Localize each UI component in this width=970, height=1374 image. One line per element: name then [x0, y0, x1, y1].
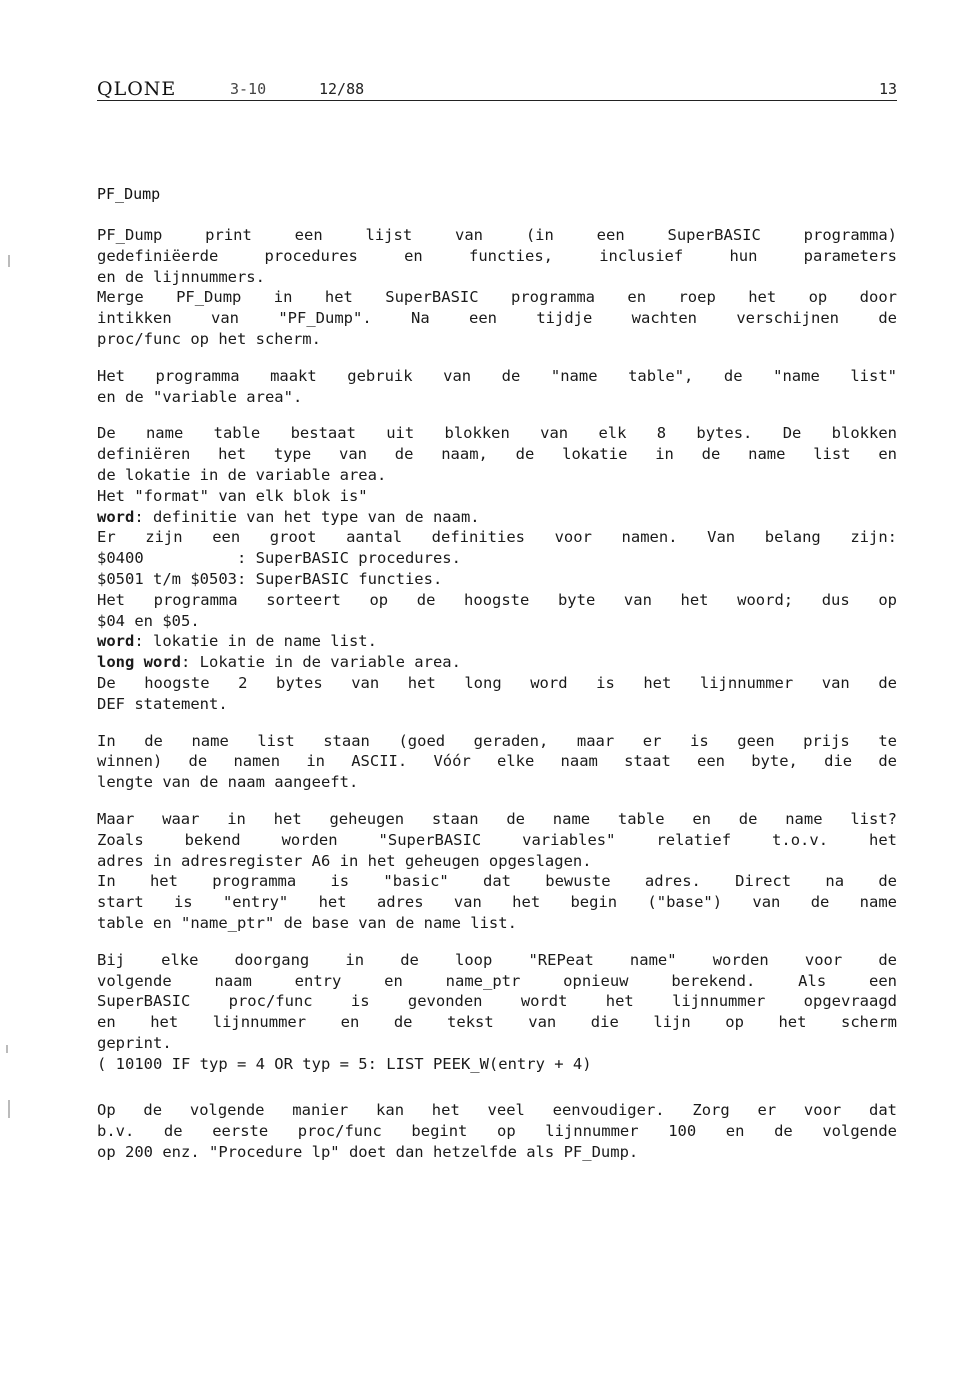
- term-label: long word: [97, 653, 181, 672]
- text-line: [97, 444, 897, 465]
- text-line: [97, 423, 897, 444]
- text-line: [97, 694, 897, 715]
- line-text: en de lijnnummers.: [97, 267, 265, 286]
- line-text: op 200 enz. "Procedure lp" doet dan hetzelfde als PF_Dump.: [97, 1143, 639, 1162]
- issue-date: 12/88: [319, 80, 365, 98]
- paragraph: [97, 366, 897, 408]
- line-text: De name table bestaat uit blokken van elk 8 bytes. De blokken: [97, 424, 897, 443]
- line-text: In de name list staan (goed geraden, maar er is geen prijs te: [97, 731, 897, 750]
- text-line: [97, 631, 897, 652]
- text-line: [97, 486, 897, 507]
- text-line: [97, 913, 897, 934]
- text-line: [97, 950, 897, 971]
- line-text: Er zijn een groot aantal definities voor namen. Van belang zijn:: [97, 528, 897, 547]
- line-text: winnen) de namen in ASCII. Vóór elke naam staat een byte, die de: [97, 752, 897, 771]
- text-line: [97, 267, 897, 288]
- line-text: Het programma maakt gebruik van de "name table", de "name list": [97, 366, 897, 385]
- line-text: proc/func op het scherm.: [97, 329, 321, 348]
- text-line: [97, 366, 897, 387]
- line-text: volgende naam entry en name_ptr opnieuw berekend. Als een: [97, 971, 897, 990]
- paragraph: [97, 731, 897, 793]
- text-line: [97, 287, 897, 308]
- line-text: gedefiniëerde procedures en functies, inclusief hun parameters: [97, 246, 897, 265]
- text-line: [97, 871, 897, 892]
- text-line: [97, 652, 897, 673]
- line-text: Zoals bekend worden "SuperBASIC variables" relatief t.o.v. het: [97, 830, 897, 849]
- paragraph: [97, 809, 897, 934]
- line-text: definiëren het type van de naam, de lokatie in de name list en: [97, 445, 897, 464]
- line-text: b.v. de eerste proc/func begint op lijnnummer 100 en de volgende: [97, 1122, 897, 1141]
- text-line: [97, 991, 897, 1012]
- line-text: $04 en $05.: [97, 611, 200, 630]
- line-text: Het "format" van elk blok is": [97, 486, 368, 505]
- text-line: [97, 1142, 897, 1163]
- line-text: intikken van "PF_Dump". Na een tijdje wachten verschijnen de: [97, 309, 897, 328]
- page-header: [97, 76, 897, 101]
- line-text: $0501 t/m $0503: SuperBASIC functies.: [97, 569, 443, 588]
- paragraph: [97, 1100, 897, 1162]
- page-number: 13: [878, 80, 897, 98]
- article-body: [97, 225, 897, 1179]
- line-text: De hoogste 2 bytes van het long word is het lijnnummer van de: [97, 673, 897, 692]
- issue-number: 3-10: [230, 80, 267, 98]
- text-line: [97, 507, 897, 528]
- line-text: DEF statement.: [97, 694, 228, 713]
- text-line: [97, 673, 897, 694]
- line-text: : definitie van het type van de naam.: [134, 507, 480, 526]
- paragraph: [97, 225, 897, 350]
- line-text: SuperBASIC proc/func is gevonden wordt het lijnnummer opgevraagd: [97, 992, 897, 1011]
- text-line: [97, 851, 897, 872]
- line-text: : lokatie in de name list.: [134, 632, 377, 651]
- text-line: [97, 548, 897, 569]
- text-line: [97, 1033, 897, 1054]
- text-line: [97, 809, 897, 830]
- line-text: de lokatie in de variable area.: [97, 465, 387, 484]
- paragraph: [97, 950, 897, 1075]
- magazine-logo: QLONE: [97, 78, 177, 100]
- line-text: adres in adresregister A6 in het geheugen opgeslagen.: [97, 851, 592, 870]
- line-text: Bij elke doorgang in de loop "REPeat name" worden voor de: [97, 950, 897, 969]
- line-text: $0400 : SuperBASIC procedures.: [97, 549, 461, 568]
- text-line: [97, 465, 897, 486]
- text-line: [97, 246, 897, 267]
- line-text: : Lokatie in de variable area.: [181, 653, 461, 672]
- article-title: PF_Dump: [97, 185, 161, 203]
- text-line: [97, 387, 897, 408]
- text-line: [97, 731, 897, 752]
- line-text: en het lijnnummer en de tekst van die lijn op het scherm: [97, 1013, 897, 1032]
- line-text: start is "entry" het adres van het begin ("base") van de name: [97, 893, 897, 912]
- text-line: [97, 1012, 897, 1033]
- line-text: en de "variable area".: [97, 387, 303, 406]
- line-text: Op de volgende manier kan het veel eenvoudiger. Zorg er voor dat: [97, 1101, 897, 1120]
- text-line: [97, 225, 897, 246]
- line-text: geprint.: [97, 1033, 172, 1052]
- text-line: [97, 772, 897, 793]
- text-line: [97, 1054, 897, 1075]
- paragraph: [97, 423, 897, 714]
- text-line: [97, 1100, 897, 1121]
- text-line: [97, 308, 897, 329]
- line-text: Het programma sorteert op de hoogste byte van het woord; dus op: [97, 590, 897, 609]
- line-text: ( 10100 IF typ = 4 OR typ = 5: LIST PEEK_W(entry + 4): [97, 1054, 592, 1073]
- text-line: [97, 751, 897, 772]
- line-text: Merge PF_Dump in het SuperBASIC programma en roep het op door: [97, 288, 897, 307]
- text-line: [97, 892, 897, 913]
- text-line: [97, 527, 897, 548]
- text-line: [97, 830, 897, 851]
- line-text: Maar waar in het geheugen staan de name table en de name list?: [97, 809, 897, 828]
- text-line: [97, 971, 897, 992]
- text-line: [97, 1121, 897, 1142]
- line-text: table en "name_ptr" de base van de name list.: [97, 913, 517, 932]
- text-line: [97, 611, 897, 632]
- text-line: [97, 329, 897, 350]
- term-label: word: [97, 632, 135, 651]
- line-text: In het programma is "basic" dat bewuste adres. Direct na de: [97, 872, 897, 891]
- line-text: lengte van de naam aangeeft.: [97, 773, 359, 792]
- text-line: [97, 569, 897, 590]
- term-label: word: [97, 507, 135, 526]
- text-line: [97, 590, 897, 611]
- line-text: PF_Dump print een lijst van (in een SuperBASIC programma): [97, 226, 897, 244]
